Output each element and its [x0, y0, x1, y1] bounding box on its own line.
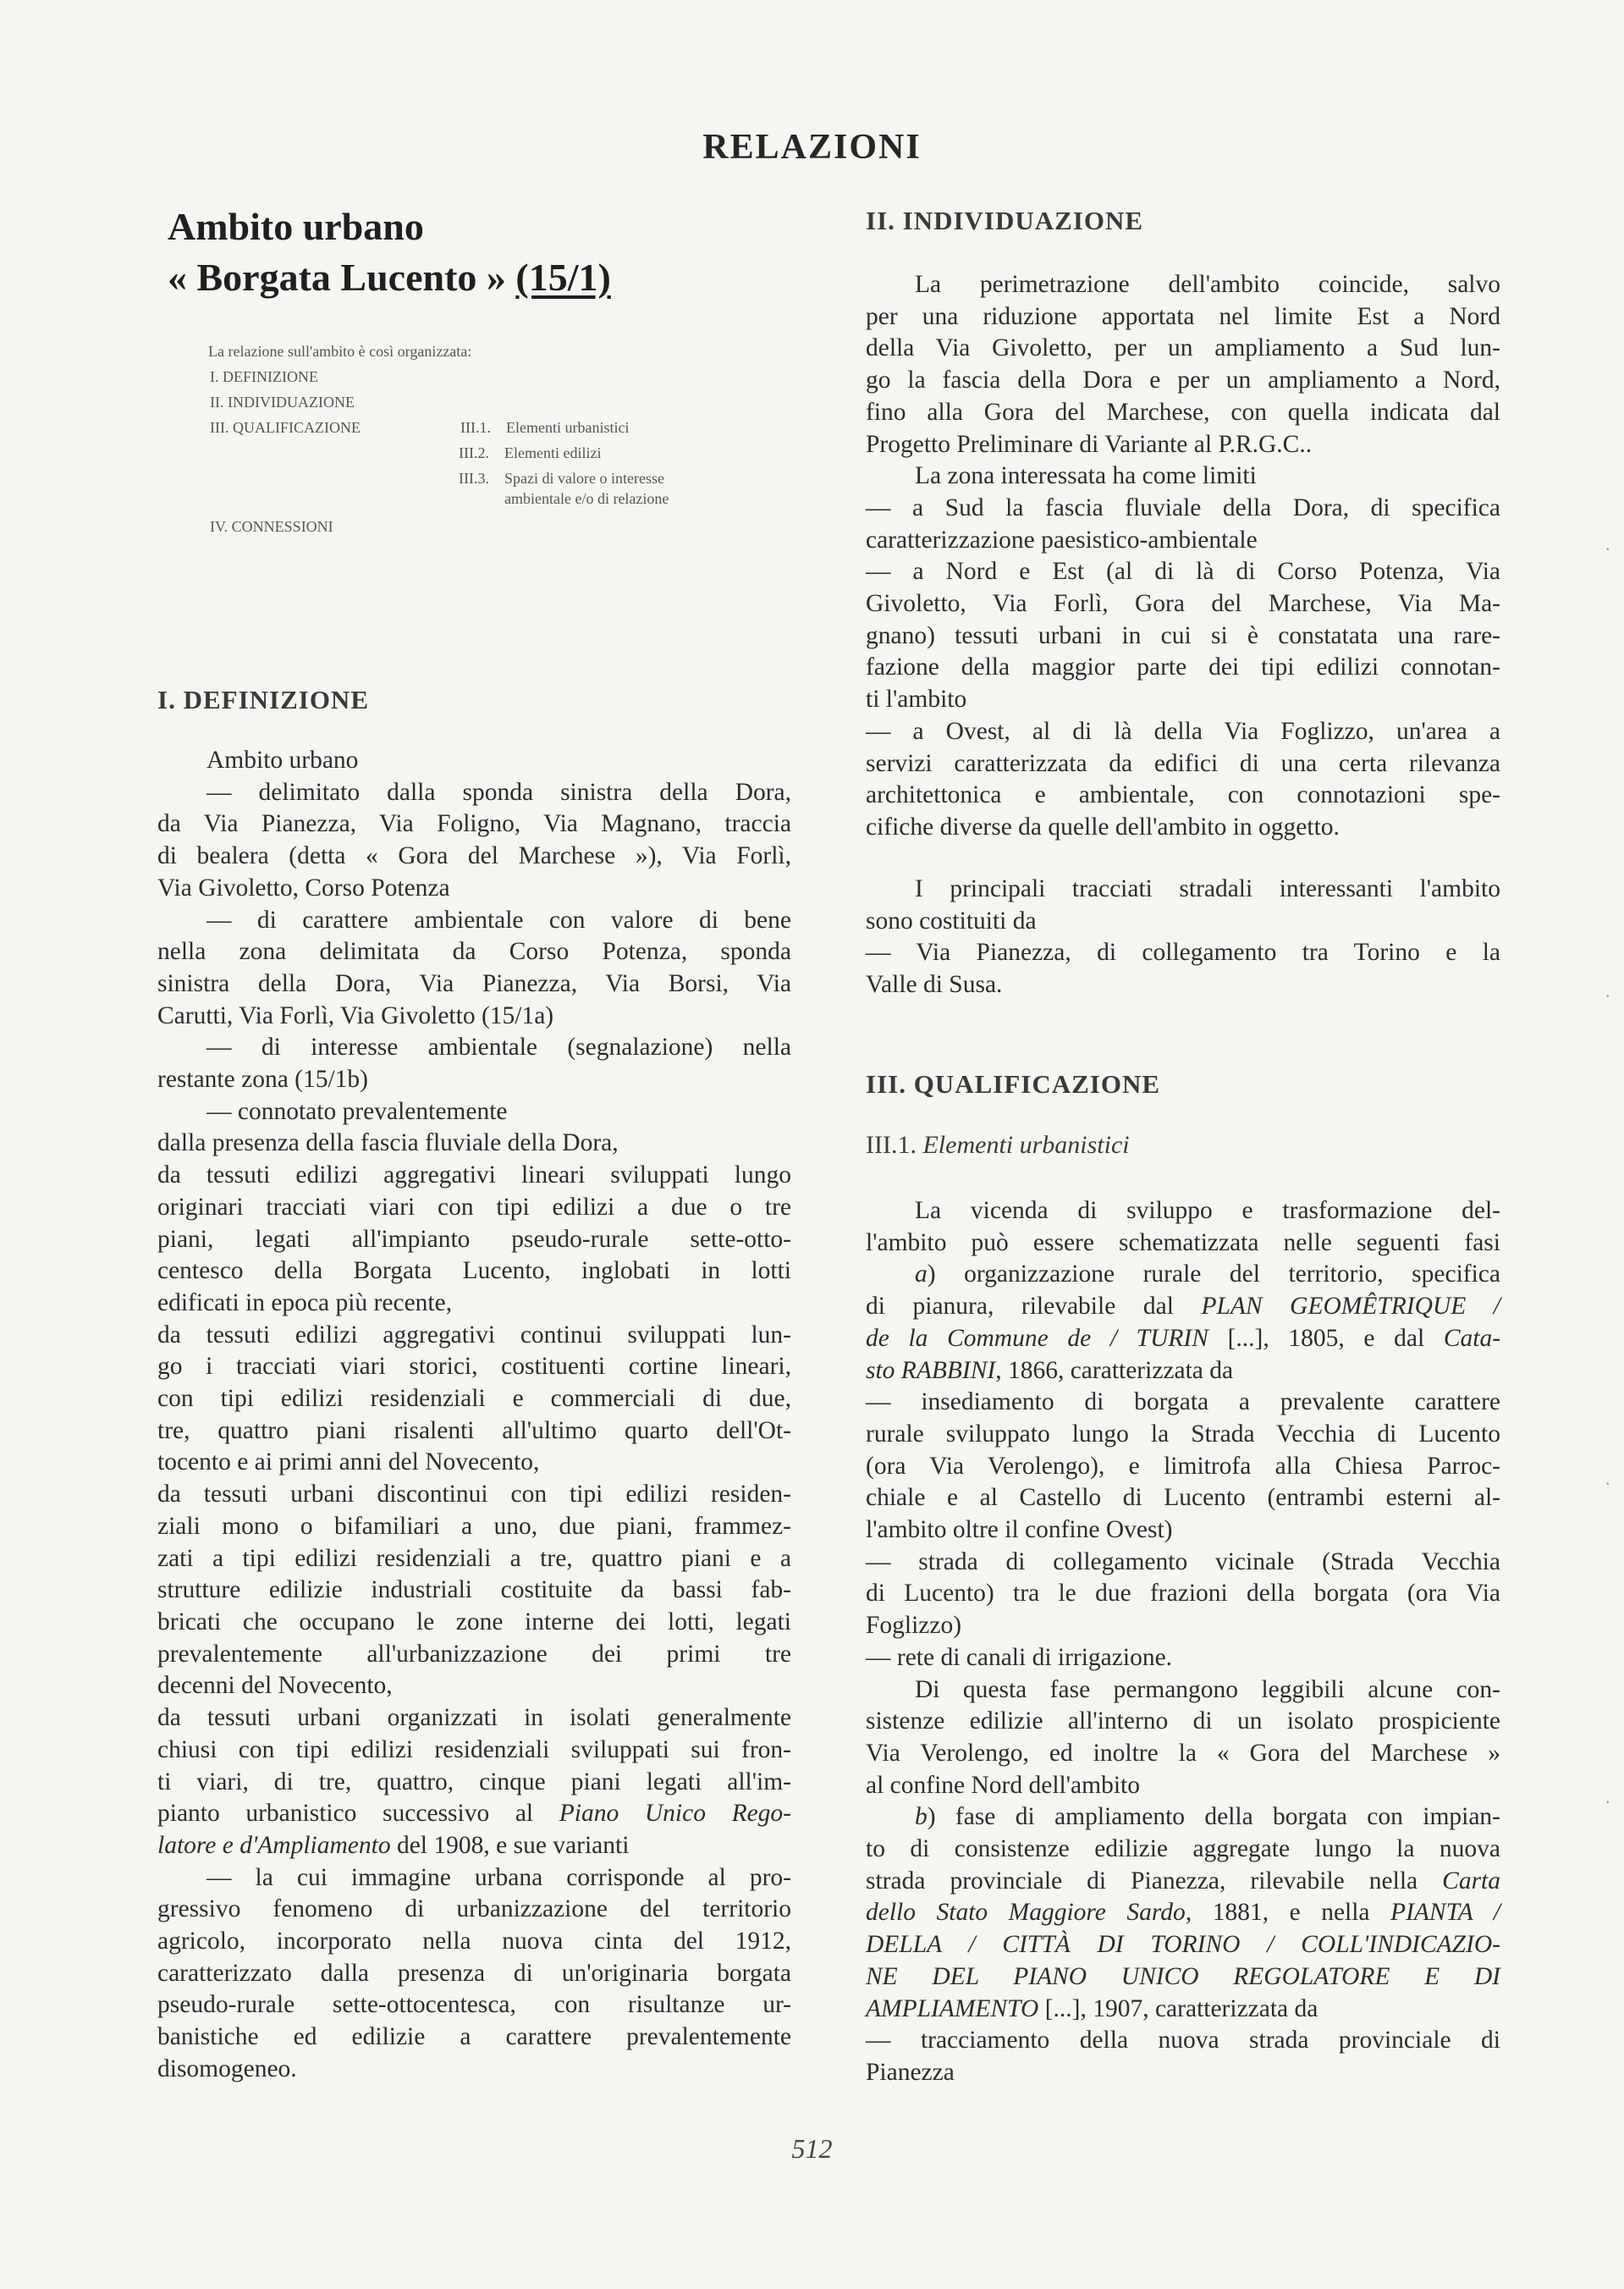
section-heading-individuazione: II. INDIVIDUAZIONE	[866, 206, 1144, 235]
title-borgata: « Borgata Lucento »	[168, 256, 516, 299]
text-run: strada provinciale di Pianezza, rilevabile nella	[866, 1867, 1418, 1895]
toc-sub-title-2: Elementi edilizi	[504, 444, 602, 461]
text-line: da tessuti urbani organizzati in isolati generalmente	[157, 1704, 791, 1732]
ambito-title	[168, 201, 760, 303]
toc-sub-num-3: III.3.	[459, 470, 489, 487]
text-run-italic: de la Commune de / TURIN	[866, 1324, 1208, 1352]
section-heading-qualificazione: III. QUALIFICAZIONE	[866, 1069, 1161, 1099]
right-column	[866, 205, 1500, 237]
text-run-italic: Carta	[1442, 1867, 1500, 1895]
text-line: — tracciamento della nuova strada provinciale di	[866, 2027, 1500, 2055]
text-run-italic: AMPLIAMENTO	[866, 1994, 1039, 2022]
scan-speck: ·	[1605, 1473, 1611, 1494]
text-line: Carutti, Via Forlì, Via Givoletto (15/1a)	[157, 1001, 554, 1029]
text-line: fino alla Gora del Marchese, con quella indicata dal	[866, 398, 1500, 426]
text-line: servizi caratterizzata da edifici di una certa rilevanza	[866, 749, 1500, 777]
text-line: di bealera (detta « Gora del Marchese »), Via Forlì,	[157, 842, 791, 870]
text-line	[157, 1798, 791, 1830]
text-line: caratterizzato dalla presenza di un'originaria borgata	[157, 1959, 791, 1987]
text-line: nella zona delimitata da Corso Potenza, sponda	[157, 938, 791, 966]
text-run: ) organizzazione rurale del territorio, specifica	[927, 1260, 1500, 1288]
text-line: caratterizzazione paesistico-ambientale	[866, 526, 1258, 554]
left-column	[157, 684, 791, 716]
text-line: cifiche diverse da quelle dell'ambito in oggetto.	[866, 813, 1340, 841]
text-line: prevalentemente all'urbanizzazione dei primi tre	[157, 1640, 791, 1668]
text-run-italic: b	[915, 1803, 928, 1831]
text-line: piani, legati all'impianto pseudo-rurale sette-otto-	[157, 1225, 791, 1253]
text-line: — strada di collegamento vicinale (Strada Vecchia	[866, 1547, 1500, 1575]
text-run-italic: a	[915, 1260, 928, 1288]
text-line: zati a tipi edilizi residenziali a tre, quattro piani e a	[157, 1544, 791, 1572]
text-run: , 1881, e nella	[1185, 1899, 1370, 1927]
text-line: da tessuti urbani discontinui con tipi edilizi residen-	[157, 1481, 791, 1509]
text-line	[866, 1801, 1500, 1834]
toc-sub-title-3a: Spazi di valore o interesse	[504, 470, 664, 487]
text-line: sono costituiti da	[866, 907, 1037, 935]
text-line: per una riduzione apportata nel limite Est a Nord	[866, 302, 1500, 330]
text-line: rurale sviluppato lungo la Strada Vecchia di Lucento	[866, 1420, 1500, 1448]
text-line: da Via Pianezza, Via Foligno, Via Magnano, traccia	[157, 810, 791, 838]
text-run-italic: Piano Unico Rego-	[559, 1800, 792, 1828]
definizione-text	[157, 745, 791, 2086]
text-line: La zona interessata ha come limiti	[915, 462, 1257, 490]
text-line	[866, 1897, 1500, 1929]
text-line: — Via Pianezza, di collegamento tra Torino e la	[866, 939, 1500, 967]
text-line: — a Nord e Est (al di là di Corso Potenza, Via	[866, 558, 1500, 586]
text-run-italic: PIANTA /	[1390, 1899, 1500, 1927]
subsection-title: Elementi urbanistici	[922, 1131, 1130, 1159]
text-line: gressivo fenomeno di urbanizzazione del territorio	[157, 1895, 791, 1923]
text-line	[866, 1355, 1500, 1387]
text-line: (ora Via Verolengo), e limitrofa alla Chiesa Parroc-	[866, 1452, 1500, 1480]
toc-intro: La relazione sull'ambito è così organizzata:	[208, 343, 472, 360]
text-line: — la cui immagine urbana corrisponde al pro-	[206, 1863, 791, 1891]
text-line: disomogeneo.	[157, 2055, 297, 2082]
text-line: sinistra della Dora, Via Pianezza, Via Borsi, Via	[157, 969, 791, 997]
text-line: gnano) tessuti urbani in cui si è constatata una rare-	[866, 621, 1500, 649]
table-of-contents	[208, 339, 750, 539]
elementi-urbanistici-text	[866, 1195, 1500, 2089]
text-run-italic: PLAN GEOMÊTRIQUE /	[1201, 1293, 1500, 1321]
text-line: — di carattere ambientale con valore di bene	[206, 906, 791, 934]
individuazione-text	[866, 269, 1500, 844]
text-line: Givoletto, Via Forlì, Gora del Marchese, Via Ma-	[866, 590, 1500, 618]
text-run: del 1908, e sue varianti	[390, 1831, 630, 1859]
text-line	[157, 1830, 791, 1862]
text-line: Via Verolengo, ed inoltre la « Gora del Marchese »	[866, 1739, 1500, 1767]
text-line: banistiche ed edilizie a carattere prevalentemente	[157, 2023, 791, 2051]
text-line: Progetto Preliminare di Variante al P.R.G.C..	[866, 430, 1313, 458]
text-line: fazione della maggior parte dei tipi edilizi connotan-	[866, 654, 1500, 681]
text-run-italic: Cata-	[1443, 1324, 1501, 1352]
title-line-1: Ambito urbano	[168, 205, 424, 248]
text-line: restante zona (15/1b)	[157, 1066, 369, 1094]
toc-sub-title-1: Elementi urbanistici	[506, 419, 630, 436]
text-line: dalla presenza della fascia fluviale della Dora,	[157, 1129, 619, 1157]
text-line: da tessuti edilizi aggregativi continui sviluppati lun-	[157, 1321, 791, 1349]
running-head: RELAZIONI	[702, 128, 922, 167]
text-run: ) fase di ampliamento della borgata con impian-	[927, 1803, 1500, 1831]
text-run-italic: latore e d'Ampliamento	[157, 1831, 391, 1859]
text-line: centesco della Borgata Lucento, inglobati in lotti	[157, 1257, 791, 1285]
text-line: l'ambito oltre il confine Ovest)	[866, 1516, 1173, 1544]
toc-row-sub-3	[208, 468, 750, 509]
text-run-italic: sto RABBINI	[866, 1356, 996, 1384]
text-line: Valle di Susa.	[866, 971, 1003, 999]
text-line: ti viari, di tre, quattro, cinque piani legati all'im-	[157, 1768, 791, 1795]
toc-sub-title-3b: ambientale e/o di relazione	[504, 490, 669, 507]
text-line: — rete di canali di irrigazione.	[866, 1643, 1173, 1671]
text-line: bricati che occupano le zone interne dei lotti, legati	[157, 1608, 791, 1635]
toc-row-qualificazione	[208, 415, 750, 440]
text-line: edificati in epoca più recente,	[157, 1288, 453, 1316]
text-line: Via Givoletto, Corso Potenza	[157, 874, 450, 902]
toc-sub-num-1: III.1.	[460, 419, 491, 436]
text-line: — a Ovest, al di là della Via Foglizzo, un'area a	[866, 717, 1500, 745]
text-line: strutture edilizie industriali costituite da bassi fab-	[157, 1576, 791, 1604]
text-run: [...], 1805, e dal	[1208, 1324, 1425, 1352]
section-heading-definizione: I. DEFINIZIONE	[157, 685, 369, 714]
text-run: di pianura, rilevabile dal	[866, 1293, 1174, 1321]
text-line: con tipi edilizi residenziali e commerciali di due,	[157, 1385, 791, 1413]
text-line: Di questa fase permangono leggibili alcune con-	[915, 1675, 1500, 1703]
text-line: go i tracciati viari storici, costituenti cortine lineari,	[157, 1353, 791, 1381]
text-line: Ambito urbano	[206, 747, 359, 774]
subsection-number: III.1.	[866, 1131, 923, 1159]
text-line: — insediamento di borgata a prevalente carattere	[866, 1388, 1500, 1416]
text-line: originari tracciati viari con tipi edilizi a due o tre	[157, 1193, 791, 1221]
text-line: Foglizzo)	[866, 1612, 962, 1640]
text-line: — a Sud la fascia fluviale della Dora, di specifica	[866, 494, 1500, 521]
text-run: , 1866, caratterizzata da	[995, 1356, 1234, 1384]
text-line: sistenze edilizie all'interno di un isolato prospiciente	[866, 1707, 1500, 1735]
tracciati-text	[866, 874, 1500, 1001]
toc-item-qualificazione: III. QUALIFICAZIONE	[210, 419, 361, 436]
text-line: La perimetrazione dell'ambito coincide, salvo	[915, 271, 1500, 298]
text-line	[866, 1291, 1500, 1323]
text-line: della Via Givoletto, per un ampliamento a Sud lun-	[866, 334, 1500, 362]
text-line: architettonica e ambientale, con connotazioni spe-	[866, 781, 1500, 809]
text-line: tre, quattro piani risalenti all'ultimo quarto dell'Ot-	[157, 1416, 791, 1444]
text-line: — delimitato dalla sponda sinistra della Dora,	[206, 778, 791, 806]
qualificazione-head-wrap	[866, 1068, 1500, 1100]
text-line: l'ambito può essere schematizzata nelle seguenti fasi	[866, 1228, 1500, 1256]
text-line: ti l'ambito	[866, 686, 967, 714]
toc-item-definizione: I. DEFINIZIONE	[210, 368, 318, 385]
toc-item-connessioni: IV. CONNESSIONI	[210, 518, 333, 535]
text-line	[866, 1323, 1500, 1355]
text-line: chiale e al Castello di Lucento (entrambi esterni al-	[866, 1484, 1500, 1512]
toc-sub-title-3	[504, 468, 750, 509]
text-line: ziali mono o bifamiliari a uno, due piani, frammez-	[157, 1512, 791, 1540]
text-run-italic: dello Stato Maggiore Sardo	[866, 1899, 1186, 1927]
text-line: — di interesse ambientale (segnalazione) nella	[206, 1034, 791, 1062]
toc-item-individuazione: II. INDIVIDUAZIONE	[210, 394, 355, 411]
text-line: agricolo, incorporato nella nuova cinta del 1912,	[157, 1928, 791, 1955]
text-line: tocento e ai primi anni del Novecento,	[157, 1448, 540, 1476]
toc-sub-num-2: III.2.	[459, 444, 489, 461]
text-line	[866, 1929, 1500, 1961]
text-line	[866, 1866, 1500, 1898]
text-line: da tessuti edilizi aggregativi lineari sviluppati lungo	[157, 1161, 791, 1189]
text-line: al confine Nord dell'ambito	[866, 1771, 1140, 1799]
scan-speck: ·	[1605, 985, 1611, 1007]
text-run-italic: DELLA / CITTÀ DI TORINO / COLL'INDICAZIO-	[866, 1931, 1500, 1959]
text-line	[866, 1994, 1500, 2026]
text-line	[866, 1961, 1500, 1994]
text-line: La vicenda di sviluppo e trasformazione del-	[915, 1197, 1500, 1224]
subsection-heading	[866, 1131, 1500, 1160]
title-code: (15/1)	[515, 256, 611, 299]
text-line: — connotato prevalentemente	[206, 1097, 508, 1125]
text-line: chiusi con tipi edilizi residenziali sviluppati sui fron-	[157, 1735, 791, 1763]
text-line: di Lucento) tra le due frazioni della borgata (ora Via	[866, 1580, 1500, 1608]
text-line	[866, 1259, 1500, 1291]
title-line-2	[168, 252, 760, 303]
page-number: 512	[791, 2133, 833, 2164]
text-line: I principali tracciati stradali interessanti l'ambito	[915, 875, 1500, 902]
scan-speck: ·	[1605, 538, 1611, 560]
text-line: pseudo-rurale sette-ottocentesca, con risultanze ur-	[157, 1991, 791, 2019]
text-run-italic: NE DEL PIANO UNICO REGOLATORE E DI	[866, 1962, 1500, 1990]
text-line: go la fascia della Dora e per un ampliamento a Nord,	[866, 367, 1500, 394]
text-run: [...], 1907, caratterizzata da	[1038, 1994, 1318, 2022]
text-line: Pianezza	[866, 2058, 955, 2086]
text-run: pianto urbanistico successivo al	[157, 1800, 534, 1828]
toc-row-sub-2	[208, 440, 750, 466]
scan-speck: ·	[1605, 1791, 1611, 1812]
text-line: decenni del Novecento,	[157, 1672, 393, 1700]
text-line: to di consistenze edilizie aggregate lungo la nuova	[866, 1835, 1500, 1863]
